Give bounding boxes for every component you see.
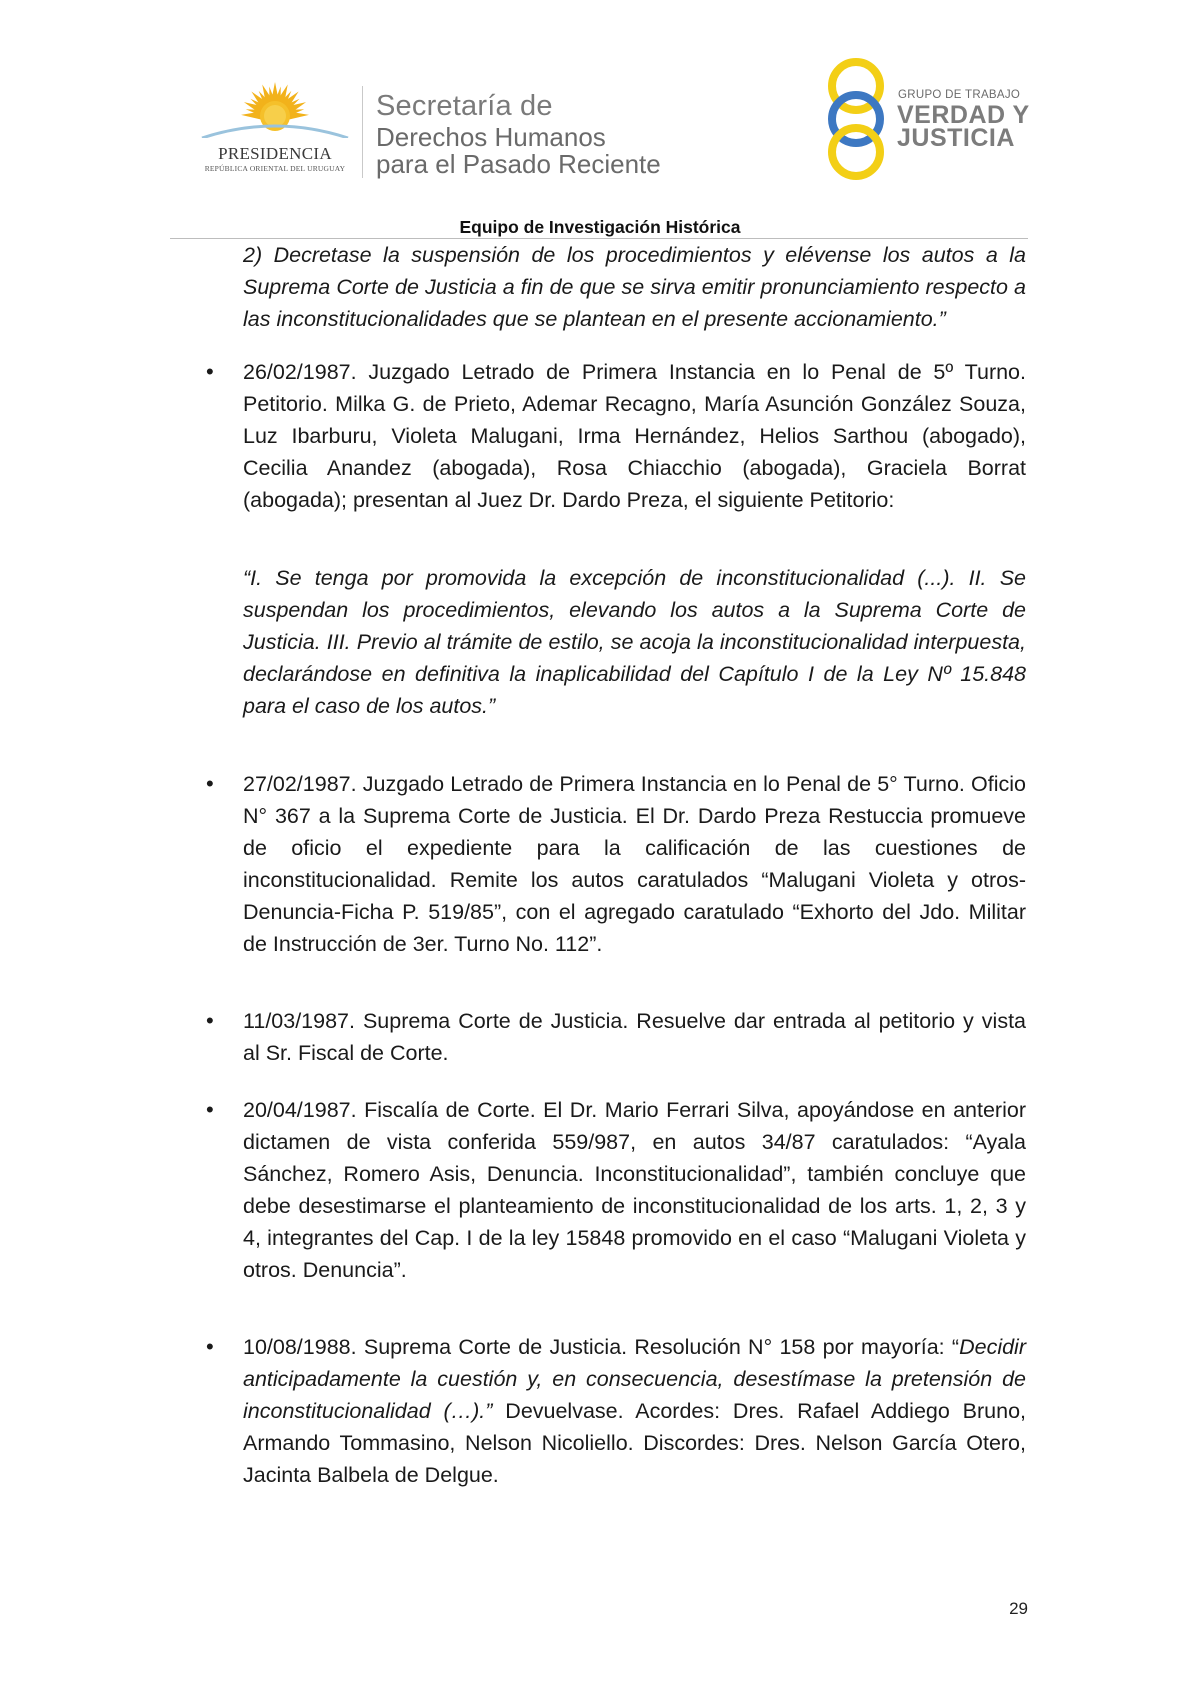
entry-1987-03-11: 11/03/1987. Suprema Corte de Justicia. Resuelve dar entrada al petitorio y vista al Sr. Fiscal de Corte.	[243, 1009, 1026, 1065]
entry-1987-02-27: 27/02/1987. Juzgado Letrado de Primera Instancia en lo Penal de 5° Turno. Oficio N° 367 a la Suprema Corte de Justicia. El Dr. Dardo Preza Restuccia promueve de oficio el expediente para la calificación de las cuestiones de inconstitucionalidad. Remite los autos caratulados “Malugani Violeta y otros-Denuncia-Ficha P. 519/85”, con el agregado caratulado “Exhorto del Jdo. Militar de Instrucción de 3er. Turno No. 112”.	[243, 772, 1026, 956]
bullet-1: •	[206, 359, 214, 384]
bullet-3: •	[206, 1008, 214, 1033]
entry-1987-04-20: 20/04/1987. Fiscalía de Corte. El Dr. Mario Ferrari Silva, apoyándose en anterior dictamen de vista conferida 559/987, en autos 34/87 caratulados: “Ayala Sánchez, Romero Asis, Denuncia. Inconstitucionalidad”, también concluye que debe desestimarse el planteamiento de inconstitucionalidad de los arts. 1, 2, 3 y 4, integrantes del Cap. I de la ley 15848 promovido en el caso “Malugani Violeta y otros. Denuncia”.	[243, 1098, 1026, 1282]
bullet-4: •	[206, 1097, 214, 1122]
justicia-label: JUSTICIA	[897, 124, 1015, 152]
entry-5-quote: Decidir anticipadamente la cuestión y, en consecuencia, desestímase la pretensión de inconstitucionalidad (…).”	[243, 1335, 1026, 1423]
quote-continuation: 2) Decretase la suspensión de los procedimientos y elévense los autos a la Suprema Corte de Justicia a fin de que se sirva emitir pronunciamiento respecto a las inconstitucionalidades que se plantean en el presente accionamiento.”	[243, 243, 1026, 331]
entry-5-intro: 10/08/1988. Suprema Corte de Justicia. Resolución N° 158 por mayoría: “	[243, 1335, 960, 1359]
entry-5-rest: Devuelvase. Acordes: Dres. Rafael Addiego Bruno, Armando Tommasino, Nelson Nicoliello. Discordes: Dres. Nelson García Otero, Jacinta Balbela de Delgue.	[243, 1399, 1026, 1487]
secretaria-line-1: Secretaría de	[376, 90, 553, 122]
bullet-5: •	[206, 1334, 214, 1359]
presidencia-subtitle: REPÚBLICA ORIENTAL DEL URUGUAY	[204, 164, 346, 173]
bullet-2: •	[206, 771, 214, 796]
header-divider	[362, 86, 363, 178]
grupo-trabajo-label: GRUPO DE TRABAJO	[898, 89, 1021, 101]
secretaria-line-3: para el Pasado Reciente	[376, 149, 661, 179]
secretaria-line-2: Derechos Humanos	[376, 122, 606, 152]
page-number: 29	[1009, 1599, 1028, 1618]
entry-1987-02-26: 26/02/1987. Juzgado Letrado de Primera Instancia en lo Penal de 5º Turno. Petitorio. Milka G. de Prieto, Ademar Recagno, María Asunción González Souza, Luz Ibarburu, Violeta Malugani, Irma Hernández, Helios Sarthou (abogado), Cecilia Anandez (abogada), Rosa Chiacchio (abogada), Graciela Borrat (abogada); presentan al Juez Dr. Dardo Preza, el siguiente Petitorio:	[243, 360, 1026, 512]
verdad-justicia-rings-logo	[822, 56, 890, 182]
verdad-label: VERDAD Y	[897, 101, 1030, 129]
team-title: Equipo de Investigación Histórica	[459, 217, 741, 237]
presidencia-name: PRESIDENCIA	[218, 144, 332, 163]
page-header	[0, 0, 1190, 240]
entry-1988-08-10	[243, 1331, 1026, 1491]
petitorio-quote: “I. Se tenga por promovida la excepción de inconstitucionalidad (...). II. Se suspendan los procedimientos, elevando los autos a la Suprema Corte de Justicia. III. Previo al trámite de estilo, se acoja la inconstitucionalidad interpuesta, declarándose en definitiva la inaplicabilidad del Capítulo I de la Ley Nº 15.848 para el caso de los autos.”	[243, 566, 1026, 718]
